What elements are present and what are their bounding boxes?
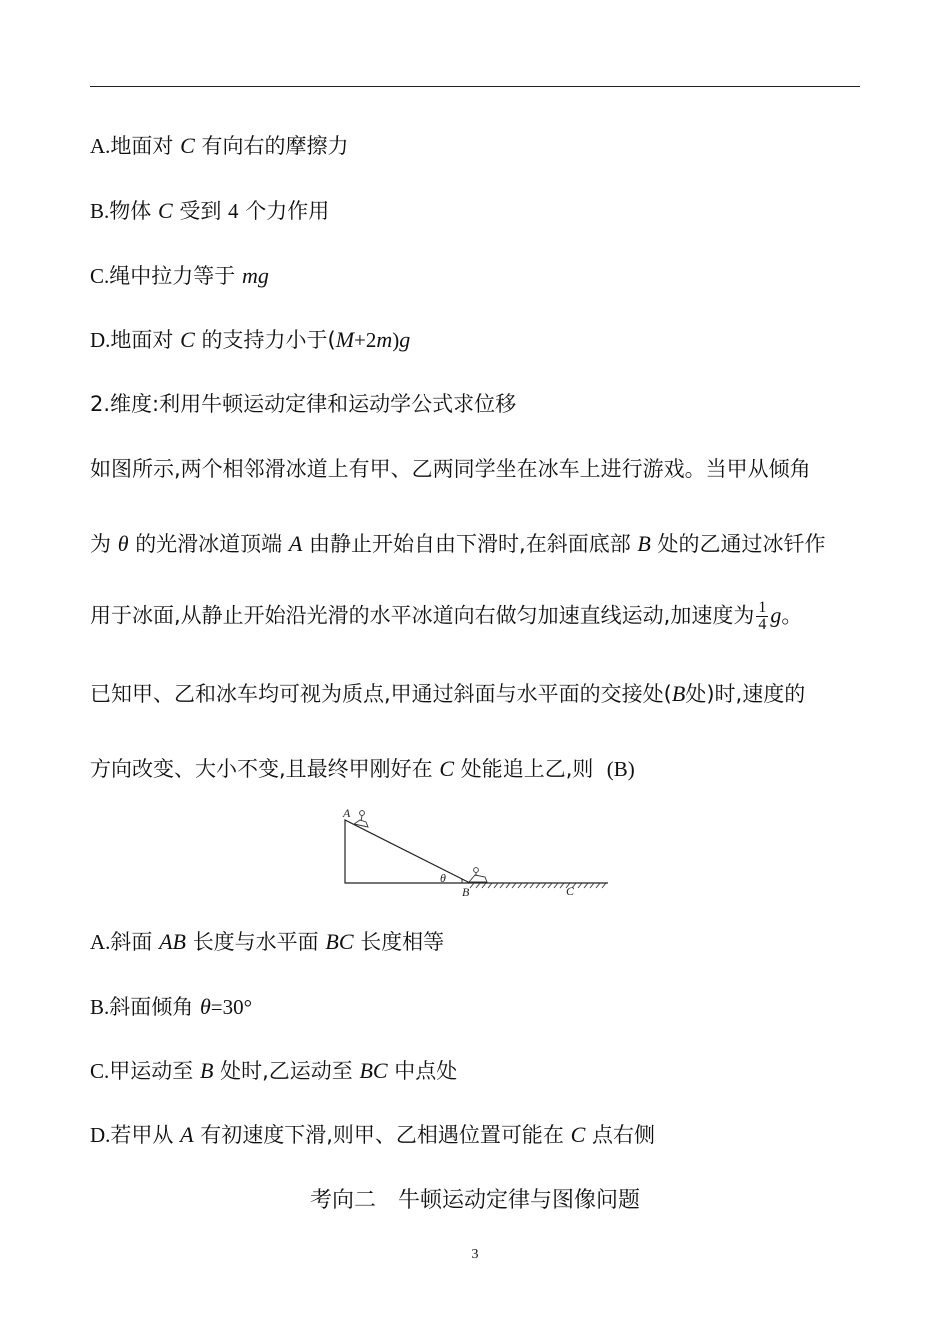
q1-option-c: C.绳中拉力等于 mg — [90, 263, 269, 288]
q2-option-d: D.若甲从 A 有初速度下滑,则甲、乙相遇位置可能在 C 点右侧 — [90, 1122, 655, 1147]
answer-mark: (B) — [606, 757, 635, 781]
q2-stem-line-1: 如图所示,两个相邻滑冰道上有甲、乙两同学坐在冰车上进行游戏。当甲从倾角 — [90, 457, 811, 481]
q2-stem-line-2: 为 θ 的光滑冰道顶端 A 由静止开始自由下滑时,在斜面底部 B 处的乙通过冰钎作 — [90, 531, 826, 556]
q2-option-a: A.斜面 AB 长度与水平面 BC 长度相等 — [90, 929, 445, 954]
label-a: A — [343, 806, 351, 820]
page-number: 3 — [471, 1247, 479, 1262]
top-rule — [90, 86, 860, 87]
q2-option-b: B.斜面倾角 θ=30° — [90, 994, 253, 1019]
q2-title: 2.维度:利用牛顿运动定律和运动学公式求位移 — [90, 392, 517, 416]
q2-stem-line-3: 用于冰面,从静止开始沿光滑的水平冰道向右做匀加速直线运动,加速度为 $\frac{1}{4}$ g。 — [90, 599, 803, 633]
sled-person-a — [354, 811, 368, 827]
q1-option-a: A.地面对 C 有向右的摩擦力 — [90, 133, 349, 158]
label-b: B — [462, 885, 470, 899]
q2-stem-line-5: 方向改变、大小不变,且最终甲刚好在 C 处能追上乙,则 (B) — [90, 756, 635, 781]
q1-option-b: B.物体 C 受到 4 个力作用 — [90, 198, 330, 223]
sled-person-b — [469, 868, 487, 882]
q1-option-d: D.地面对 C 的支持力小于(M+2m)g — [90, 327, 411, 352]
section-heading: 考向二 牛顿运动定律与图像问题 — [309, 1188, 640, 1213]
incline-figure — [330, 800, 620, 900]
q2-stem-line-4: 已知甲、乙和冰车均可视为质点,甲通过斜面与水平面的交接处(B处)时,速度的 — [90, 681, 806, 706]
fraction-one-quarter: $\frac{1}{4}$ — [758, 599, 767, 633]
q2-option-c: C.甲运动至 B 处时,乙运动至 BC 中点处 — [90, 1058, 458, 1083]
label-c: C — [566, 884, 575, 898]
ground-hatching — [470, 883, 606, 888]
incline-triangle — [345, 820, 470, 883]
label-theta: θ — [440, 871, 446, 885]
